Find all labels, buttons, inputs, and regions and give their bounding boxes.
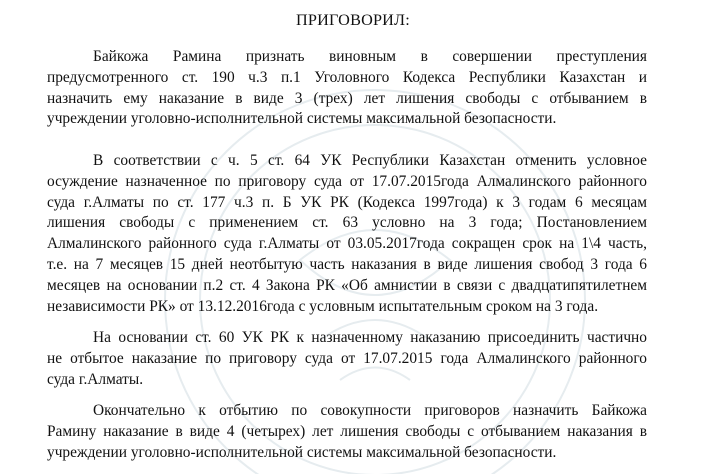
text-line: т.е. на 7 месяцев 15 дней неотбытую часть наказания в виде лишения свобод 3 года 6	[47, 255, 647, 273]
text-line: суда г.Алматы по ст. 177 ч.3 п. Б УК РК (Кодекса 1997года) к 3 годам 6 месяцам	[47, 193, 647, 211]
text-line: учреждении уголовно-исполнительной системы максимальной безопасности.	[47, 443, 557, 461]
text-line: учреждении уголовно-исполнительной системы максимальной безопасности.	[47, 110, 557, 128]
verdict-paragraph-1	[47, 47, 647, 130]
text-line: В соответствии с ч. 5 ст. 64 УК Республики Казахстан отменить условное	[93, 152, 647, 169]
verdict-paragraph-3	[47, 328, 647, 390]
text-line: суда г.Алматы.	[47, 370, 144, 388]
text-line: Алмалинского районного суда г.Алматы от 03.05.2017года сокращен срок на 1\4 часть,	[47, 235, 647, 253]
text-line: лишения свободы с применением ст. 63 условно на 3 года; Постановлением	[47, 214, 647, 232]
text-line: месяцев на основании п.2 ст. 4 Закона РК «Об амнистии в связи с двадцатипятилетнем	[47, 276, 647, 294]
text-line: осуждение назначенное по приговору суда от 17.07.2015года Алмалинского районного	[47, 172, 647, 190]
text-line: назначить ему наказание в виде 3 (трех) лет лишения свободы с отбыванием в	[47, 89, 647, 107]
verdict-paragraph-2	[47, 151, 647, 317]
verdict-heading: ПРИГОВОРИЛ:	[296, 11, 410, 29]
text-line: не отбытое наказание по приговору суда от 17.07.2015 года Алмалинского районного	[47, 349, 647, 367]
text-line: предусмотренного ст. 190 ч.3 п.1 Уголовного Кодекса Республики Казахстан и	[47, 68, 647, 86]
verdict-paragraph-4	[47, 401, 647, 463]
text-line: Байкожа Рамина признать виновным в совершении преступления	[93, 48, 647, 65]
text-line: Окончательно к отбытию по совокупности приговоров назначить Байкожа	[93, 402, 647, 419]
text-line: На основании ст. 60 УК РК к назначенному наказанию присоединить частично	[93, 329, 647, 346]
text-line: независимости РК» от 13.12.2016года с условным испытательным сроком на 3 года.	[47, 297, 599, 315]
text-line: Рамину наказание в виде 4 (четырех) лет лишения свободы с отбыванием наказания в	[47, 422, 647, 440]
